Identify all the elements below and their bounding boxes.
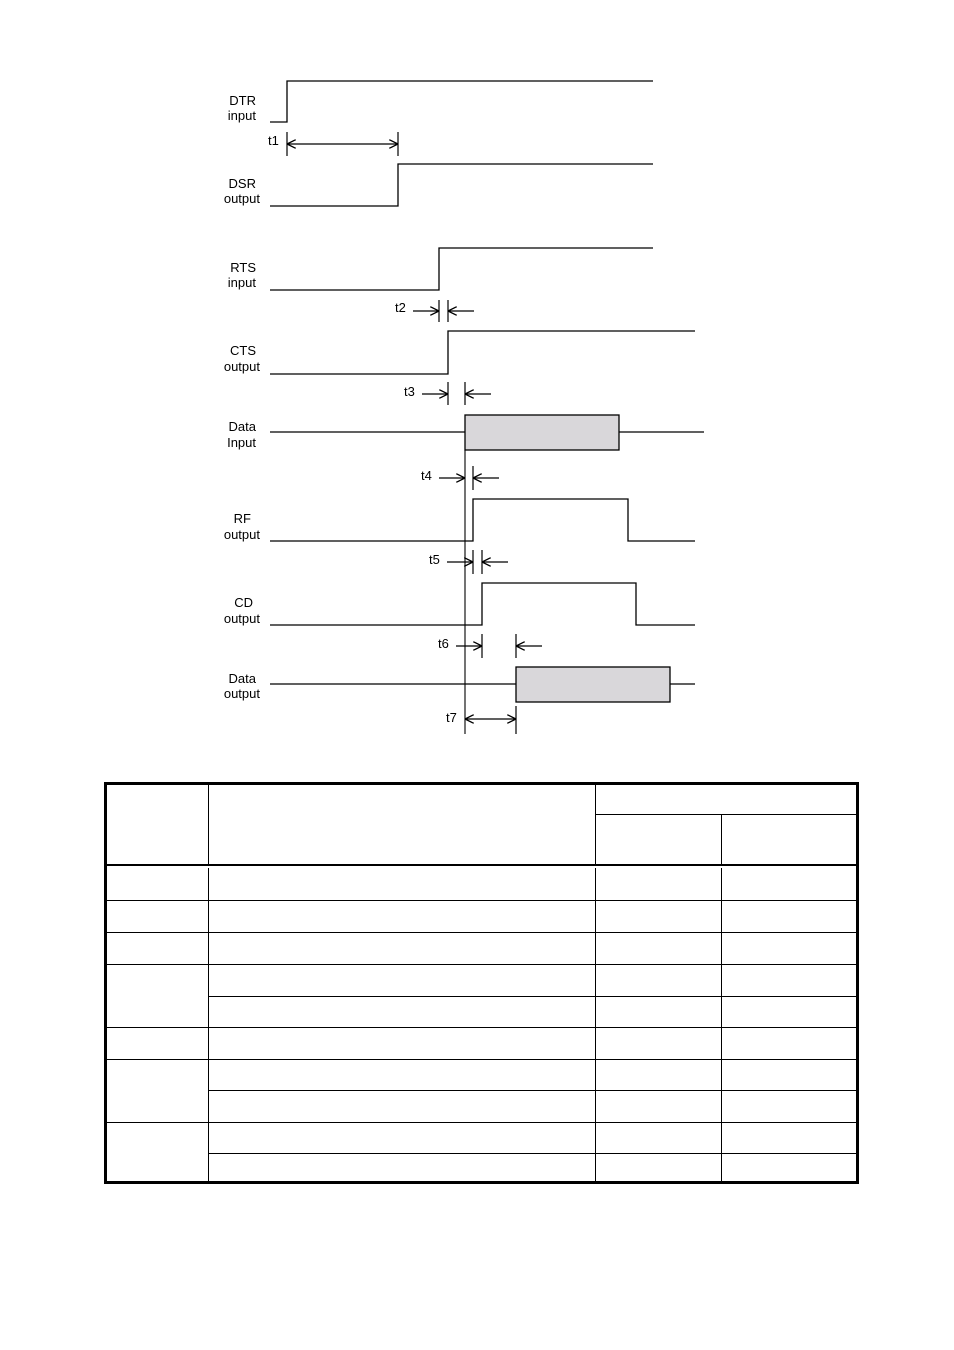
table-cell <box>596 901 722 933</box>
table-row-label-cell <box>107 933 209 965</box>
dtr-dir: input <box>227 108 256 123</box>
table-cell <box>596 933 722 965</box>
table-row-label-cell <box>107 901 209 933</box>
table-cell <box>596 1091 722 1123</box>
data-in-dir: Input <box>227 435 256 450</box>
table-row-label-cell <box>107 965 209 1028</box>
rf-dir: output <box>223 527 260 542</box>
cd-dir: output <box>223 611 260 626</box>
rf-name: RF <box>233 511 251 526</box>
cts-dir: output <box>223 359 260 374</box>
data-out-dir: output <box>223 686 260 701</box>
table-cell <box>596 1060 722 1091</box>
table-cell <box>209 1091 596 1123</box>
table-cell <box>596 1028 722 1060</box>
table-cell <box>722 1123 856 1154</box>
dsr-name: DSR <box>228 176 256 191</box>
table-cell <box>209 901 596 933</box>
table-header-cell <box>209 785 596 866</box>
timing-parameter-table <box>104 782 859 1184</box>
table-row-label-cell <box>107 1028 209 1060</box>
table-cell <box>722 933 856 965</box>
t7-label: t7 <box>446 710 457 725</box>
t2-label: t2 <box>395 300 406 315</box>
t6-marker <box>456 634 542 658</box>
table-row-label-cell <box>107 1123 209 1181</box>
table-cell <box>722 997 856 1028</box>
t6-label: t6 <box>438 636 449 651</box>
rts-waveform <box>270 248 653 290</box>
data-in-name: Data <box>228 419 256 434</box>
data-in-block <box>465 415 619 450</box>
rts-dir: input <box>227 275 256 290</box>
cd-waveform <box>270 583 695 625</box>
data-out-block <box>516 667 670 702</box>
table-row-label-cell <box>107 1060 209 1123</box>
table-header-cell <box>596 785 856 815</box>
table-cell <box>596 868 722 901</box>
table-cell <box>722 965 856 997</box>
table-header-cell <box>107 785 209 866</box>
table-cell <box>596 1154 722 1181</box>
table-cell <box>722 868 856 901</box>
t4-label: t4 <box>421 468 432 483</box>
dtr-name: DTR <box>229 93 256 108</box>
t1-marker <box>287 132 398 156</box>
table-cell <box>596 997 722 1028</box>
table-cell <box>209 1028 596 1060</box>
table-cell <box>209 1154 596 1181</box>
table-cell <box>209 1123 596 1154</box>
t5-marker <box>447 550 508 574</box>
table-header-cell <box>596 815 722 866</box>
cts-name: CTS <box>230 343 256 358</box>
dtr-waveform <box>270 81 653 122</box>
dsr-dir: output <box>223 191 260 206</box>
table-header-cell <box>722 815 856 866</box>
t2-marker <box>413 300 474 322</box>
table-cell <box>722 901 856 933</box>
table-cell <box>209 965 596 997</box>
t3-marker <box>422 382 491 405</box>
table-cell <box>209 997 596 1028</box>
cts-waveform <box>270 331 695 374</box>
t7-marker <box>465 706 516 734</box>
dsr-waveform <box>270 164 653 206</box>
t1-label: t1 <box>268 133 279 148</box>
rf-waveform <box>270 499 695 541</box>
table-cell <box>722 1028 856 1060</box>
signal-labels <box>224 93 261 701</box>
rts-name: RTS <box>230 260 256 275</box>
t3-label: t3 <box>404 384 415 399</box>
table-cell <box>209 1060 596 1091</box>
table-cell <box>722 1154 856 1181</box>
table-cell <box>209 868 596 901</box>
cd-name: CD <box>234 595 253 610</box>
table-cell <box>722 1091 856 1123</box>
table-cell <box>596 965 722 997</box>
table-row-label-cell <box>107 868 209 901</box>
table-cell <box>722 1060 856 1091</box>
t4-marker <box>439 466 499 490</box>
table-cell <box>596 1123 722 1154</box>
table-cell <box>209 933 596 965</box>
t5-label: t5 <box>429 552 440 567</box>
data-out-name: Data <box>228 671 256 686</box>
